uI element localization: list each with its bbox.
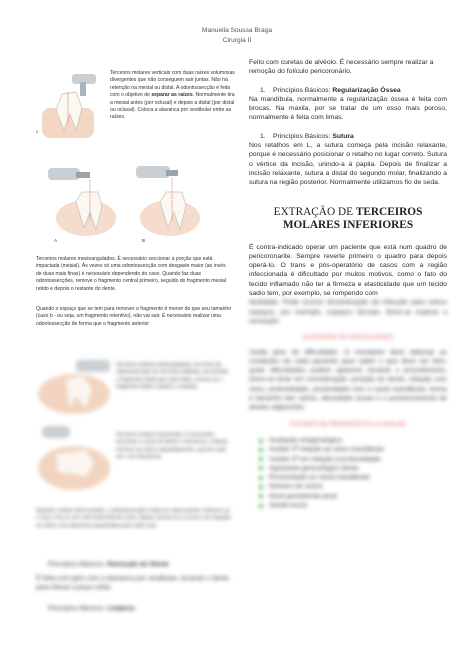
paragraph-fragment-space: Quando o espaço que se tem para remover o fragmento é menor do que seu tamanho (caso b - ou seja, um fragmento retentivo), não vai sair. É necessário realizar uma odontossecção de forma que o fragmento anterior bbox=[36, 306, 232, 327]
bullet-icon bbox=[259, 485, 263, 489]
heading-prognostico: FATORES DE PROGNÓSTICO & ANÁLISE bbox=[289, 421, 407, 428]
header-subject: Cirurgia II bbox=[222, 37, 252, 44]
paragraph-horizontal: Terceiros molares horizontais. É necessário seccionar a coroa do dente e removê-la, e depois remover as raízes separadamente, uma de cada vez, com alavancas. bbox=[116, 432, 228, 461]
list-item-sutura: 1. Princípios Básicos: Sutura bbox=[260, 132, 354, 140]
list-item-regularizacao: 1. Princípios Básicos: Regularização Óssea bbox=[260, 86, 401, 94]
figure-tooth-mesioangular-a bbox=[46, 162, 118, 240]
list-item-limpeza: Princípios Básicos: Limpeza bbox=[48, 605, 135, 612]
figure-tooth-distoangular bbox=[36, 358, 112, 418]
bullet-icon bbox=[259, 476, 263, 480]
list-item: Saúde bucal bbox=[259, 501, 447, 510]
list-item: Nível periodontal atual bbox=[259, 492, 447, 501]
paragraph-pericoronarite: É contra-indicado operar um paciente que está num quadro de pericoronarite. Sempre reverte primeiro o quadro para depois operá-lo. O trans e pós-operatório de casos com a região infeccionada é dificultado por muitos motivos, como o fato do tecido inflamado não ter a firmeza e elasticidade que um tecido sadio tem, por exemplo, se rompendo com bbox=[249, 243, 447, 298]
figure-tooth-horizontal bbox=[36, 424, 112, 494]
list-item: Agravante ginecológico dente bbox=[259, 464, 447, 473]
bullet-icon bbox=[259, 466, 263, 470]
blurred-right-section bbox=[249, 298, 447, 510]
prognostico-list bbox=[249, 436, 447, 510]
paragraph-inverted: Quando o dente está invertido, a odontossecção é feita em vários pontos. Remove-se o osso e faz-se um corte horizontal da coroa, depois remove-se a coroa e em seguida as raízes com alavancas apropriadas para cada caso. bbox=[36, 508, 231, 529]
paragraph-distoangular: Terceiros molares distoangulados. Ao invés da odontossecção ser de forma habitual, seccionado o fragmento distal que está retido, remove-se o fragmento distal e depois o restante. bbox=[116, 362, 229, 391]
list-item: Número de raízes bbox=[259, 482, 447, 491]
paragraph-curetas: Feito com curetas de alvéolo. É necessário sempre realizar a remoção do folículo pericoronário. bbox=[249, 59, 434, 76]
figure-1-label: c bbox=[36, 129, 39, 134]
figure-tooth-mesioangular-b bbox=[132, 162, 204, 240]
right-column bbox=[249, 58, 447, 510]
list-item: Avaliação imaginológica bbox=[259, 436, 447, 445]
figure-tooth-vertical bbox=[36, 70, 100, 142]
bullet-icon bbox=[259, 448, 263, 452]
bullet-icon bbox=[259, 504, 263, 508]
paragraph-sutura: Nos retalhos em L, a sutura começa pela incisão relaxante, porque é necessário posicionar o retalho no lugar correto. Sutura o vértice da incisão, unindo-a à papila. Depois de finalizar a incisão relaxante, sutura a distal do segundo molar, finalizando a sutura na região posterior. Normalmente utilizamos fio de seda. bbox=[249, 142, 447, 187]
header-author: Manuella Soussa Braga bbox=[201, 27, 272, 34]
paragraph-dificuldade: Avalia grau de dificuldade. O estudante deve detectar as condições de cada paciente para saber o que deve ser feito, quais dificuldades podem aparecer durante o procedimento. Deve-se levar em consideração: posição do dente, relação com ramo, profundidade, proximidade com o canal mandibular, forma e tamanho das raízes, densidade óssea e o posicionamento de dentes adjacentes. bbox=[249, 348, 447, 412]
bullet-icon bbox=[259, 494, 263, 498]
paragraph-disseminacao: facilidade. Pode ocorrer disseminação da infecção para outros espaços, por exemplo, espaços fasciais. Deve-se esperar a resolução. bbox=[249, 299, 447, 325]
bullet-icon bbox=[259, 457, 263, 461]
list-item-remocao: Princípios Básicos: Remoção do Dente bbox=[48, 561, 169, 568]
heading-glossario: GLOSSÁRIO DE DIFICULDADES bbox=[302, 335, 394, 342]
figure-2a-label: A bbox=[54, 238, 58, 243]
list-item: Avaliar 3ª relação ao ramo mandibular bbox=[259, 445, 447, 454]
figure-1-caption: Terceiros molares verticais com duas raízes volumosas divergentes que não conseguem sair juntas. Não há retenção na mesial ou distal. A odontossecção é feita com o objetivo de separar as raízes. Normalmente tira a mesial antes (por oclusal) e depois a distal (por distal ou oclusal). Coloca a alavanca por vestibular entre as raízes. bbox=[110, 70, 235, 121]
paragraph-remocao: É feita com gelo com a alavanca por vestibular, tocando o dente para deixar a peça voltar. bbox=[36, 575, 230, 592]
list-item: Proximidade ao canal mandibular bbox=[259, 473, 447, 482]
bullet-icon bbox=[259, 439, 263, 443]
list-item: Avaliar 3ª em relação à profundidade bbox=[259, 455, 447, 464]
section-title: EXTRAÇÃO DE TERCEIROS MOLARES INFERIORES bbox=[273, 205, 423, 231]
blurred-left-section bbox=[36, 346, 232, 666]
paragraph-mesioangular: Terceiros molares mesioangulados. É necessário seccionar a porção que está impactada (mesial). Às vezes só uma odontossecção com desgaste maior (ao invés de duas mais finas) é necessário dependendo do caso. Quando faz duas odontossecções, remove o fragmento central primeiro, seguido do fragmento mesial retido e depois o restante do dente. bbox=[36, 256, 226, 292]
figure-2b-label: B bbox=[142, 238, 146, 243]
paragraph-regularizacao: Na mandíbula, normalmente a regularização óssea é feita com brocas. Na maxila, por se tratar de um osso mais poroso, normalmente é feita com limas. bbox=[249, 95, 447, 122]
